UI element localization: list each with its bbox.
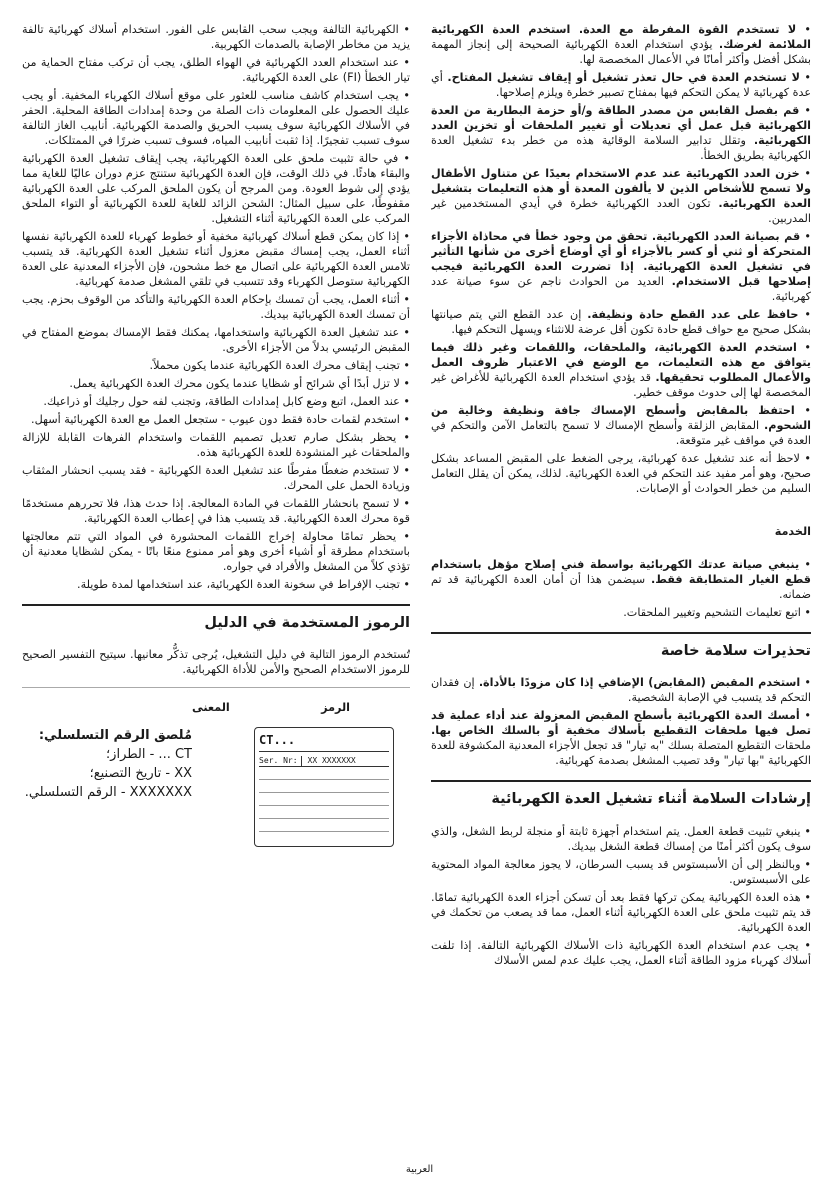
operating-section [431, 780, 811, 967]
operating-paragraphs [431, 824, 811, 968]
bullet-text: تكون العدد الكهربائية خطرة في أيدي المستخدمين غير المدربين. [431, 197, 811, 225]
bullet-bold-text: ينبغي صيانة عدتك الكهربائية بواسطة فني إصلاح مؤهل باستخدام قطع الغيار المتطابقة فقط. [431, 558, 811, 586]
bullet-text: سيضمن هذا أن أمان العدة الكهربائية قد تم ضمانه. [431, 573, 811, 601]
bullet-paragraph [431, 824, 811, 854]
plate-serial-label: Ser. Nr: [259, 756, 302, 767]
bullet-bold-text: لا تستخدم العدة في حال تعذر تشغيل أو إيقاف تشغيل المفتاح. [447, 71, 800, 84]
bullet-bold-text: قم بصيانة العدد الكهربائية. تحقق من وجود خطأ في محاذاة الأجزاء المتحركة أو ثني أو كسر بالأجزاء أو أي أوضاع أخرى من شأنها التأثير في تشغيل العدة الكهربائية. إذا تضررت العدة الكهربائية فيجب إصلاحها قبل الاستخدام. [431, 230, 811, 288]
bullet-paragraph [431, 70, 811, 100]
bullet-paragraph [431, 857, 811, 887]
left-paragraphs [22, 22, 410, 592]
bullet-text: العديد من الحوادث ناجم عن سوء صيانة عدد كهربائية. [431, 275, 811, 303]
bullet-bold-text: احتفظ بالمقابض وأسطح الإمساك جافة ونظيفة وخالية من الشحوم. [431, 404, 811, 432]
legend-col-symbol: الرمز [321, 701, 350, 715]
bullet-text: يؤدي استخدام العدة الكهربائية الصحيحة إلى إنجاز المهمة بشكل أفضل وأكثر أمانًا في الأعمال المخصصة لها. [431, 38, 811, 66]
bullet-text: قد يؤدي استخدام العدة الكهربائية للأغراض غير المخصصة لها إلى حدوث موقف خطير. [431, 371, 811, 399]
right-column [431, 22, 811, 1152]
special-paragraphs [431, 675, 811, 768]
bullet-paragraph: • في حالة تثبيت ملحق على العدة الكهربائية، يجب إيقاف تشغيل العدة الكهربائية والبقاء هادئًا. في ذلك الوقت، فإن العدة الكهربائية ستنتج عزم دوران عاليًا للغاية مما يؤدي إلى شوط العودة. ومن المرجح أن يكون الملحق المركب على العدة الكهربائية مقفوطًا، على سبيل المثال: الشحن الزائد للغاية للعدة الكهربائية أو التواء الملحق المركب على العدة الكهربائية أثناء التشغيل. [22, 151, 410, 226]
bullet-paragraph: • تجنب إيقاف محرك العدة الكهربائية عندما يكون محملاً. [22, 358, 410, 373]
bullet-text: إن فقدان التحكم قد يتسبب في الإصابة الشخصية. [431, 676, 811, 705]
bullet-text: ينبغي تثبيت قطعة العمل. يتم استخدام أجهزة ثابتة أو منجلة لربط الشغل، والذي سوف يكون أكثر أمنًا من إمساك قطعة الشغل بيديك. [431, 824, 811, 853]
bullet-text: اتبع تعليمات التشحيم وتغيير الملحقات. [623, 606, 801, 619]
bullet-text: إن عدد القطع التي يتم صيانتها بشكل صحيح مع حواف قطع حادة تكون أقل عرضة للانثناء ويسهل التحكم فيها. [431, 308, 811, 336]
bullet-text: المقابض الزلقة وأسطح الإمساك لا تسمح بالتعامل الآمن والتحكم في العدة في مواقف غير متوقعة. [431, 419, 811, 447]
bullet-text: هذه العدة الكهربائية يمكن تركها فقط بعد أن تسكن أجزاء العدة الكهربائية تمامًا. قد يتم تثبيت ملحق على العدة الكهربائية أثناء العمل، مما قد يصعب من تحكمك في العدة الكهربائية. [431, 890, 811, 934]
bullet-paragraph [431, 605, 811, 620]
bullet-paragraph [431, 229, 811, 304]
bullet-paragraph: • عند العمل، اتبع وضع كابل إمدادات الطاقة، وتجنب لفه حول رجليك أو ذراعيك. [22, 394, 410, 409]
legend-col-meaning: المعنى [192, 701, 230, 715]
bullet-paragraph [431, 307, 811, 337]
operating-title: إرشادات السلامة أثناء تشغيل العدة الكهربائية [491, 791, 811, 808]
bullet-text: يجب عدم استخدام العدة الكهربائية ذات الأسلاك الكهربائية التالفة. إذا تلفت أسلاك كهرباء مزود الطاقة أثناء العمل، يجب عليك عدم لمس الأسلاك [431, 938, 811, 967]
right-paragraphs [431, 22, 811, 496]
bullet-paragraph [431, 403, 811, 448]
bullet-bold-text: حافظ على عدد القطع حادة ونظيفة. [587, 308, 799, 321]
plate-lines [259, 767, 389, 832]
bullet-bold-text: أمسك العدة الكهربائية بأسطح المقبض المعزولة عند أداء عملية قد تصل فيها ملحقات التقطيع بأسلاك مخفية أو بالسلك الخاص بها. [431, 709, 811, 738]
bullet-paragraph: • أثناء العمل، يجب أن تمسك بإحكام العدة الكهربائية والتأكد من الوقوف بحزم. يجب أن تمسك العدة الكهربائية بيديك. [22, 292, 410, 322]
bullet-paragraph [431, 890, 811, 935]
serial-plate-icon [254, 727, 394, 847]
legend-header [22, 700, 410, 715]
symbols-intro: تُستخدم الرموز التالية في دليل التشغيل، يُرجى تذكُّر معانيها. سيتيح التفسير الصحيح للرموز الاستخدام الصحيح والأمن للأداة الكهربائية. [22, 648, 410, 677]
bullet-paragraph: • لا تستخدم ضغطًا مفرطًا عند تشغيل العدة الكهربائية - فقد يسبب انحشار المثقاب وزيادة الحمل على المحرك. [22, 463, 410, 493]
bullet-paragraph: • لا تسمح بانحشار اللقمات في المادة المعالجة. إذا حدث هذا، فلا تحررهم مستخدمًا قوة محرك العدة الكهربائية. قد يتسبب هذا في إعطاب العدة الكهربائية. [22, 496, 410, 526]
legend-row [22, 727, 410, 847]
bullet-paragraph [431, 557, 811, 602]
bullet-paragraph [431, 451, 811, 496]
plate-serial-value: XX XXXXXXX [307, 755, 356, 765]
bullet-bold-text: قم بفصل القابس من مصدر الطاقة و/أو حزمة البطارية من العدة الكهربائية قبل عمل أي تعديلات أو تغيير الملحقات أو تخزين العدد الكهربائية. [431, 104, 811, 147]
bullet-paragraph [431, 938, 811, 968]
serial-description-line: XXXXXXX - الرقم التسلسلي. [24, 784, 192, 800]
bullet-paragraph [431, 675, 811, 705]
special-warnings-title: تحذيرات سلامة خاصة [660, 643, 811, 659]
bullet-bold-text: خزن العدد الكهربائية عند عدم الاستخدام بعيدًا عن متناول الأطفال ولا تسمح للأشخاص الذين لا يألفون المعدة أو هذه التعليمات بتشغيل العدة الكهربائية. [431, 167, 811, 210]
bullet-bold-text: استخدم المقبض (المقابض) الإضافي إذا كان مزودًا بالأداة. [478, 676, 801, 690]
bullet-paragraph: • لا تزل أبدًا أي شرائح أو شظايا عندما يكون محرك العدة الكهربائية يعمل. [22, 376, 410, 391]
service-heading: الخدمة [774, 525, 811, 538]
bullet-paragraph: • استخدم لقمات حادة فقط دون عيوب - ستجعل العمل مع العدة الكهربائية أسهل. [22, 412, 410, 427]
bullet-text: لاحظ أنه عند تشغيل عدة كهربائية، يرجى الضغط على المقبض المساعد بشكل صحيح، وهو أمر مفيد عند التحكم في العدة الكهربائية. لذلك، يمكن أن يقلل التعامل السليم من خطر الحوادث أو الإصابات. [431, 452, 811, 495]
plate-model: CT... [259, 732, 389, 751]
symbols-title: الرموز المستخدمة في الدليل [204, 615, 410, 631]
bullet-paragraph [431, 22, 811, 67]
bullet-bold-text: استخدم العدة الكهربائية، والملحقات، واللقمات وغير ذلك فيما يتوافق مع هذه التعليمات، مع الوضع في الاعتبار ظروف العمل والأعمال المطلوب تحقيقها. [431, 341, 811, 384]
serial-description-line: XX - تاريخ التصنيع؛ [89, 766, 192, 782]
serial-description-title: مُلصق الرقم التسلسلي: [38, 728, 192, 744]
bullet-text: أي عدة كهربائية لا يمكن التحكم فيها بمفتاح تصبير خطرة ويلزم إصلاحها. [431, 71, 811, 99]
bullet-paragraph: • عند استخدام العدد الكهربائية في الهواء الطلق، يجب أن تركب مفتاح الحماية من تيار الخطأ (FI) على العدة الكهربائية. [22, 55, 410, 85]
page-footer-language: العربية [405, 1164, 434, 1175]
plate-serial-row [259, 756, 389, 768]
symbols-legend [22, 687, 410, 870]
bullet-paragraph: • الكهربائية التالفة ويجب سحب القابس على الفور. استخدام أسلاك كهربائية تالفة يزيد من مخاطر الإصابة بالصدمات الكهربية. [22, 22, 410, 52]
bullet-text: وبالنظر إلى أن الأسبستوس قد يسبب السرطان، لا يجوز معالجة المواد المحتوية على الأسبستوس. [431, 857, 811, 886]
bullet-text: وتقلل تدابير السلامة الوقائية هذه من خطر بدء تشغيل العدة الكهربائية بطريق الخطأ. [431, 134, 811, 162]
bullet-paragraph: • تجنب الإفراط في سخونة العدة الكهربائية، عند استخدامها لمدة طويلة. [22, 577, 410, 592]
bullet-paragraph [431, 166, 811, 226]
serial-description [22, 727, 192, 847]
bullet-bold-text: لا تستخدم القوة المفرطة مع العدة. استخدم العدة الكهربائية الملائمة لغرضك. [431, 23, 811, 51]
bullet-paragraph: • يحظر تمامًا محاولة إخراج اللقمات المحشورة في المواد التي تتم معالجتها باستخدام مطرقة أو أشياء أخرى وهو أمر ممنوع منعًا باتًا - يمكن لشظايا معدنية أن تؤذي كلاً من المشغل والأفراد في جواره. [22, 529, 410, 574]
symbols-section [22, 604, 410, 870]
service-paragraphs [431, 557, 811, 620]
bullet-paragraph [431, 340, 811, 400]
bullet-paragraph: • يجب استخدام كاشف مناسب للعثور على موقع أسلاك الكهرباء المخفية. أو يجب عليك الحصول على المعلومات ذات الصلة من وحدة إمدادات الطاقة المحلية. الحفر في الأسلاك الكهربائية سوف يسبب الحريق والصدمة الكهربائية. أنابيب الغاز التالفة سوف تسبب تفجيرًا. إذا ثقبت أنابيب المياه، فسوف تسبب ضررًا في الممتلكات. [22, 88, 410, 148]
bullet-text: ملحقات التقطيع المتصلة بسلك "به تيار" قد تجعل الأجزاء المعدنية المكشوفة للعدة الكهربائية "بها تيار" وقد تصيب المشغل بصدمة كهربائية. [431, 739, 811, 768]
left-column [22, 22, 410, 1152]
serial-description-line: CT ... - الطراز؛ [106, 747, 192, 763]
special-warnings-section [431, 632, 811, 768]
bullet-paragraph: • عند تشغيل العدة الكهربائية واستخدامها، يمكنك فقط الإمساك بموضع المفتاح في المقبض الرئيسي بدلاً من الأجزاء الأخرى. [22, 325, 410, 355]
bullet-paragraph: • إذا كان يمكن قطع أسلاك كهربائية مخفية أو خطوط كهرباء للعدة الكهربائية نفسها أثناء العمل، يجب إمساك مقبض معزول أثناء تشغيل العدة الكهربائية. قد يتسبب تلامس العدة الكهربائية على اتصال مع خط مشحون، فإن الأجزاء المعدنية على العدة الكهربائية ستوصل الكهرباء وقد تتسبب في تلقي المشغل صدمة كهربائية. [22, 229, 410, 289]
bullet-paragraph [431, 103, 811, 163]
bullet-paragraph [431, 708, 811, 768]
bullet-paragraph: • يحظر بشكل صارم تعديل تصميم اللقمات واستخدام الفرهات القابلة للإزالة والملحقات غير المنشودة للعدة الكهربائية هذه. [22, 430, 410, 460]
